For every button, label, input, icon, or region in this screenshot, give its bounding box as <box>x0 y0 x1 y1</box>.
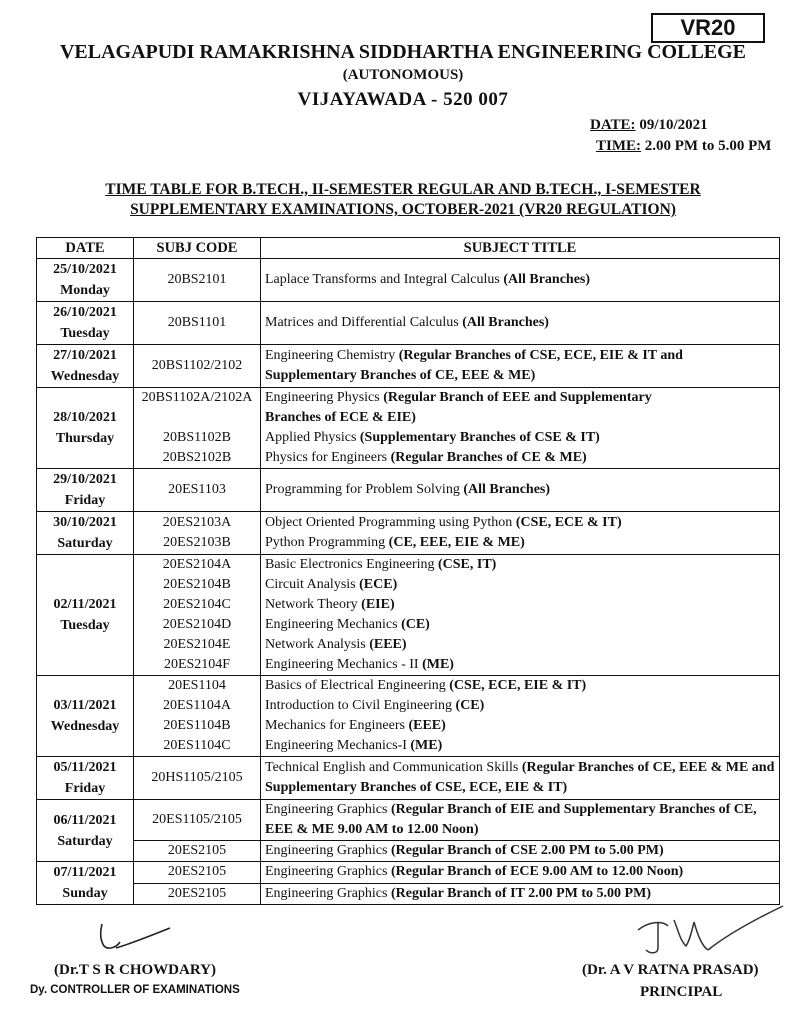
subject-line <box>265 676 775 696</box>
subject-title-cell <box>261 800 780 841</box>
college-status: (AUTONOMOUS) <box>342 67 464 83</box>
date-cell <box>37 388 134 469</box>
subject-title-cell <box>261 862 780 884</box>
date-line <box>590 117 708 134</box>
header-subject-title: SUBJECT TITLE <box>261 238 780 259</box>
subject-name: Python Programming <box>265 535 389 550</box>
table-row <box>37 757 780 800</box>
subject-branches: (CSE, IT) <box>438 557 497 572</box>
subject-branches: (Regular Branch of ECE 9.00 AM to 12.00 Noon) <box>390 864 684 880</box>
subject-code-cell <box>134 883 261 905</box>
subject-branches: (Regular Branches of CSE, ECE, EIE & IT and Supplementary Branches of CE, EEE & ME) <box>265 348 683 383</box>
subject-name: Programming for Problem Solving <box>265 482 464 497</box>
date-cell <box>37 259 134 302</box>
subject-title-cell <box>261 676 780 757</box>
subject-name: Technical English and Communication Skills <box>265 760 522 775</box>
subject-line <box>265 270 775 290</box>
subject-code: 20BS2101 <box>167 272 227 287</box>
subject-line <box>265 575 775 595</box>
subject-code: 20BS2102B <box>162 450 232 465</box>
subject-line <box>265 595 775 615</box>
subject-name: Basic Electronics Engineering <box>265 557 438 572</box>
subject-line <box>265 555 775 575</box>
date-cell <box>37 757 134 800</box>
subject-title-cell <box>261 259 780 302</box>
subject-name: Engineering Graphics <box>265 864 391 880</box>
date-cell <box>37 512 134 555</box>
subject-code: 20ES1105/2105 <box>152 812 242 827</box>
subject-code: 20HS1105/2105 <box>151 770 243 785</box>
header-date: DATE <box>37 238 134 259</box>
subject-code: 20ES1104C <box>163 738 231 753</box>
subject-branches: (Regular Branches of CE, EEE & ME and Supplementary Branches of CSE, ECE, EIE & IT) <box>265 760 775 795</box>
subject-line <box>265 758 775 798</box>
subject-title-cell <box>261 512 780 555</box>
subject-branches: (All Branches) <box>462 315 549 330</box>
timetable-title-line-1: TIME TABLE FOR B.TECH., II-SEMESTER REGULAR AND B.TECH., I-SEMESTER <box>105 181 701 198</box>
subject-name: Engineering Graphics <box>265 802 391 817</box>
subject-line <box>265 346 775 386</box>
subject-name: Network Theory <box>265 597 362 612</box>
subject-branches: (ME) <box>422 657 454 672</box>
time-line <box>596 138 771 155</box>
table-row <box>37 345 780 388</box>
table-row <box>37 676 780 757</box>
subject-title-cell <box>261 302 780 345</box>
subject-branches: (Regular Branch of IT 2.00 PM to 5.00 PM) <box>390 885 651 901</box>
subject-name: Engineering Physics <box>265 390 384 405</box>
exam-date: 07/11/2021 <box>53 865 117 880</box>
table-row <box>37 800 780 841</box>
table-row <box>37 259 780 302</box>
exam-date: 27/10/2021 <box>53 348 117 363</box>
subject-line <box>265 513 775 533</box>
subject-code: 20ES2105 <box>167 864 227 880</box>
exam-day: Wednesday <box>50 719 120 734</box>
subject-code-cell <box>134 345 261 388</box>
subject-code: 20ES2104F <box>163 657 231 672</box>
date-cell <box>37 862 134 905</box>
subject-code: 20ES1104A <box>163 698 231 713</box>
exam-date: 06/11/2021 <box>53 812 117 828</box>
subject-branches: (EEE) <box>369 637 407 652</box>
subject-line <box>265 696 775 716</box>
subject-code: 20BS1102A/2102A <box>141 390 253 405</box>
subject-code: 20BS1102B <box>163 430 231 445</box>
exam-day: Tuesday <box>60 326 110 341</box>
subject-name: Matrices and Differential Calculus <box>265 315 463 330</box>
exam-date: 30/10/2021 <box>53 515 117 530</box>
subject-branches: (EIE) <box>361 597 395 612</box>
exam-date: 28/10/2021 <box>53 410 117 425</box>
subject-code-cell <box>134 469 261 512</box>
subject-code-cell <box>134 841 261 862</box>
subject-name: Applied Physics <box>265 430 360 445</box>
subject-line <box>265 428 775 448</box>
subject-line <box>265 533 775 553</box>
subject-line <box>265 388 775 408</box>
header-subject-code: SUBJ CODE <box>134 238 261 259</box>
subject-branches: (CE) <box>455 698 485 713</box>
regulation-box: VR20 <box>651 13 765 43</box>
subject-code-cell <box>134 555 261 676</box>
subject-branches: (CSE, ECE, EIE & IT) <box>449 678 587 693</box>
subject-name: Engineering Mechanics - II <box>265 657 423 672</box>
subject-line <box>265 736 775 756</box>
subject-code: 20ES2105 <box>167 843 227 858</box>
subject-code: 20ES1103 <box>168 482 226 497</box>
exam-date: 05/11/2021 <box>53 760 117 775</box>
exam-day: Wednesday <box>50 369 120 384</box>
subject-code: 20ES2104C <box>163 597 231 612</box>
subject-code-cell <box>134 259 261 302</box>
table-row <box>37 555 780 676</box>
subject-line <box>265 862 775 882</box>
principal-signature <box>628 900 788 962</box>
subject-code-cell <box>134 302 261 345</box>
subject-name: Introduction to Civil Engineering <box>265 698 456 713</box>
table-row <box>37 841 780 862</box>
subject-branches: (Supplementary Branches of CSE & IT) <box>359 430 600 445</box>
subject-branches: (Regular Branch of EIE and Supplementary Branches of CE, EEE & ME 9.00 AM to 12.00 Noon) <box>265 802 757 837</box>
subject-branches: (Regular Branch of CSE 2.00 PM to 5.00 PM) <box>390 843 664 858</box>
subject-branches: (CSE, ECE & IT) <box>515 515 622 530</box>
timetable-body <box>37 259 780 905</box>
subject-name: Engineering Graphics <box>265 885 391 901</box>
subject-code <box>134 408 260 428</box>
exam-date: 02/11/2021 <box>53 597 117 612</box>
subject-name: Mechanics for Engineers <box>265 718 409 733</box>
subject-title-cell <box>261 345 780 388</box>
subject-branches: (Regular Branches of CE & ME) <box>390 450 587 465</box>
subject-code: 20ES2105 <box>167 885 227 901</box>
principal-name: (Dr. A V RATNA PRASAD) <box>582 962 759 978</box>
table-row <box>37 302 780 345</box>
date-cell <box>37 800 134 862</box>
exam-day: Friday <box>64 493 106 508</box>
subject-branches: Branches of ECE & EIE) <box>265 410 416 425</box>
subject-branches: (Regular Branch of EEE and Supplementary <box>383 390 652 405</box>
subject-line <box>265 800 775 840</box>
timetable-title-line-2: SUPPLEMENTARY EXAMINATIONS, OCTOBER-2021 (VR20 REGULATION) <box>130 201 676 218</box>
exam-day: Saturday <box>57 833 113 849</box>
exam-date: 25/10/2021 <box>53 262 117 277</box>
time-value: 2.00 PM to 5.00 PM <box>644 138 772 154</box>
subject-branches: (CE) <box>401 617 430 632</box>
table-row <box>37 469 780 512</box>
subject-code: 20BS1102/2102 <box>151 358 243 373</box>
subject-code: 20ES2104E <box>163 637 231 652</box>
subject-title-cell <box>261 469 780 512</box>
subject-title-cell <box>261 757 780 800</box>
subject-branches: (EEE) <box>408 718 446 733</box>
date-cell <box>37 676 134 757</box>
exam-date: 03/11/2021 <box>53 698 117 713</box>
subject-code-cell <box>134 676 261 757</box>
subject-branches: (All Branches) <box>463 482 551 497</box>
date-cell <box>37 302 134 345</box>
date-value: 09/10/2021 <box>639 117 708 133</box>
table-row <box>37 512 780 555</box>
table-header-row <box>37 238 780 259</box>
subject-branches: (ECE) <box>359 577 398 592</box>
subject-line <box>265 635 775 655</box>
subject-code: 20ES2103A <box>162 515 232 530</box>
subject-line <box>265 615 775 635</box>
date-cell <box>37 345 134 388</box>
exam-day: Saturday <box>57 536 113 551</box>
principal-designation: PRINCIPAL <box>640 984 723 1000</box>
subject-name: Engineering Chemistry <box>265 348 399 363</box>
subject-line <box>265 448 775 468</box>
subject-branches: (CE, EEE, EIE & ME) <box>388 535 525 550</box>
exam-day: Tuesday <box>60 618 110 633</box>
exam-day: Sunday <box>62 886 108 901</box>
exam-day: Thursday <box>55 431 115 446</box>
college-city: VIJAYAWADA - 520 007 <box>297 89 509 110</box>
exam-date: 26/10/2021 <box>53 305 117 320</box>
college-name: VELAGAPUDI RAMAKRISHNA SIDDHARTHA ENGINEERING COLLEGE <box>59 41 747 63</box>
subject-line <box>265 655 775 675</box>
subject-branches: (ME) <box>410 738 443 753</box>
subject-line <box>265 716 775 736</box>
subject-code-cell <box>134 757 261 800</box>
subject-code: 20BS1101 <box>167 315 227 330</box>
subject-name: Engineering Graphics <box>265 843 391 858</box>
table-row <box>37 862 780 884</box>
exam-day: Friday <box>64 781 106 796</box>
subject-code-cell <box>134 388 261 469</box>
subject-code: 20ES2104B <box>163 577 231 592</box>
subject-name: Network Analysis <box>265 637 370 652</box>
time-label: TIME: <box>596 138 641 154</box>
controller-designation: Dy. CONTROLLER OF EXAMINATIONS <box>30 984 240 996</box>
subject-branches: (All Branches) <box>503 272 591 287</box>
exam-timetable <box>36 237 780 905</box>
subject-code: 20ES1104 <box>168 678 226 693</box>
subject-code-cell <box>134 512 261 555</box>
date-cell <box>37 555 134 676</box>
subject-code-cell <box>134 800 261 841</box>
controller-name: (Dr.T S R CHOWDARY) <box>54 962 216 978</box>
controller-signature <box>70 918 210 958</box>
subject-name: Engineering Mechanics <box>265 617 402 632</box>
subject-name: Laplace Transforms and Integral Calculus <box>265 272 504 287</box>
exam-day: Monday <box>60 283 110 298</box>
subject-line <box>265 480 775 500</box>
subject-name: Engineering Mechanics-I <box>265 738 411 753</box>
date-label: DATE: <box>590 117 636 133</box>
subject-title-cell <box>261 841 780 862</box>
subject-name: Basics of Electrical Engineering <box>265 678 450 693</box>
subject-line <box>265 408 775 428</box>
subject-name: Circuit Analysis <box>265 577 360 592</box>
date-cell <box>37 469 134 512</box>
subject-title-cell <box>261 388 780 469</box>
subject-title-cell <box>261 555 780 676</box>
subject-name: Object Oriented Programming using Python <box>265 515 516 530</box>
subject-code: 20ES2104A <box>162 557 232 572</box>
table-row <box>37 388 780 469</box>
subject-code-cell <box>134 862 261 884</box>
subject-name: Physics for Engineers <box>265 450 391 465</box>
subject-code: 20ES1104B <box>163 718 231 733</box>
subject-line <box>265 313 775 333</box>
subject-code: 20ES2104D <box>162 617 232 632</box>
exam-date: 29/10/2021 <box>53 472 117 487</box>
subject-line <box>265 841 775 861</box>
subject-code: 20ES2103B <box>163 535 231 550</box>
